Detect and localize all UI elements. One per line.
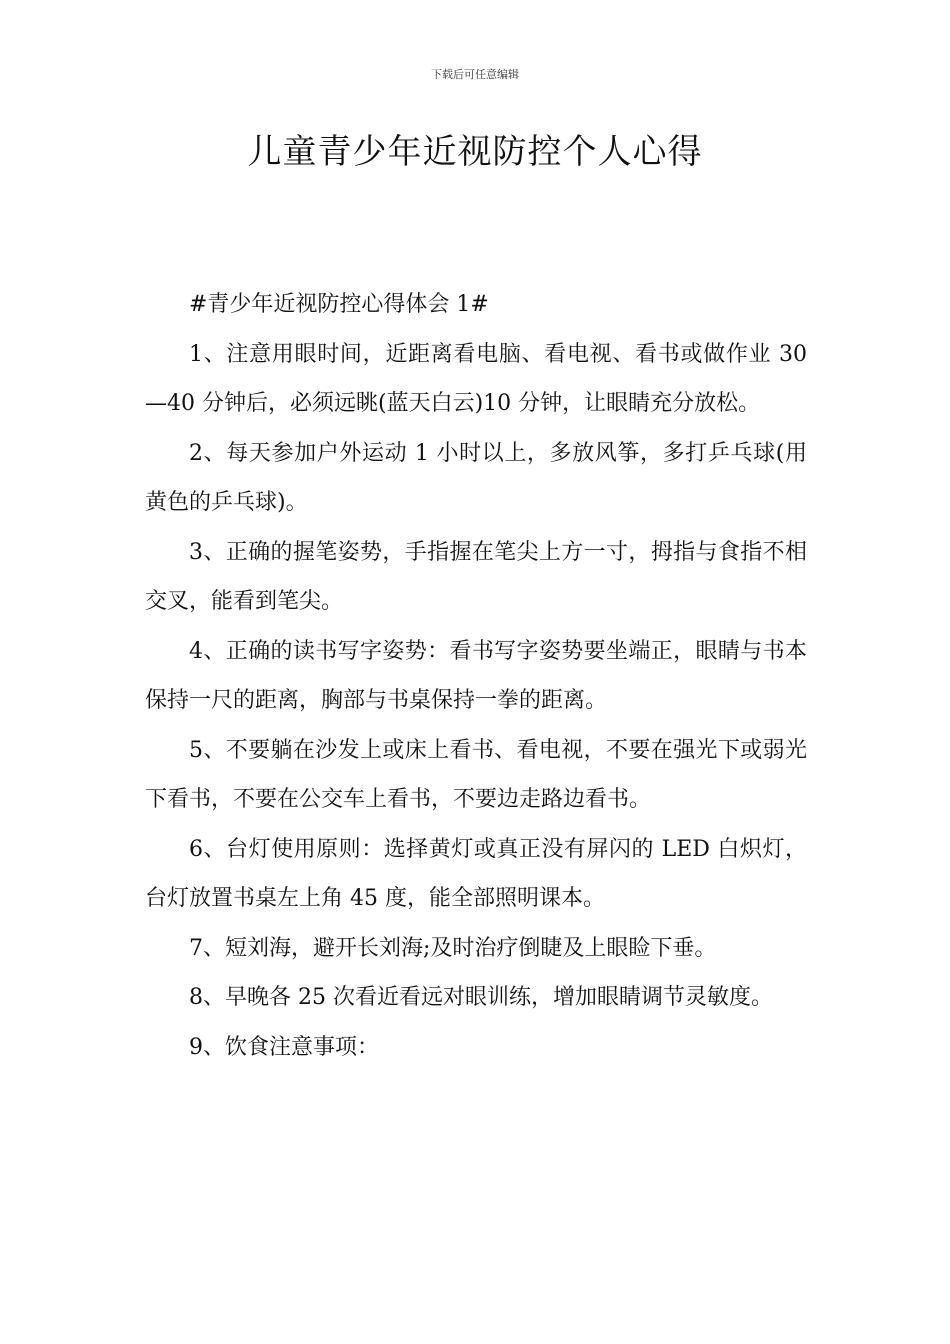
paragraph-7: 7、短刘海，避开长刘海;及时治疗倒睫及上眼睑下垂。 xyxy=(189,935,717,961)
paragraph-6: 6、台灯使用原则：选择黄灯或真正没有屏闪的 LED 白炽灯，台灯放置书桌左上角 45 度，能全部照明课本。 xyxy=(145,836,807,911)
header-note: 下载后可任意编辑 xyxy=(431,68,519,81)
paragraph-5: 5、不要躺在沙发上或床上看书、看电视，不要在强光下或弱光下看书，不要在公交车上看书，不要边走路边看书。 xyxy=(145,737,807,812)
document-body xyxy=(145,280,807,1072)
paragraph-8: 8、早晚各 25 次看近看远对眼训练，增加眼睛调节灵敏度。 xyxy=(189,985,773,1010)
section-heading: #青少年近视防控心得体会 1# xyxy=(189,292,489,317)
paragraph-9: 9、饮食注意事项： xyxy=(189,1034,379,1060)
paragraph-3: 3、正确的握笔姿势，手指握在笔尖上方一寸，拇指与食指不相交叉，能看到笔尖。 xyxy=(145,539,807,614)
paragraph-1: 1、注意用眼时间，近距离看电脑、看电视、看书或做作业 30—40 分钟后，必须远眺(蓝天白云)10 分钟，让眼睛充分放松。 xyxy=(145,341,807,416)
document-title: 儿童青少年近视防控个人心得 xyxy=(247,132,703,172)
paragraph-2: 2、每天参加户外运动 1 小时以上，多放风筝，多打乒乓球(用黄色的乒乓球)。 xyxy=(145,440,807,515)
paragraph-4: 4、正确的读书写字姿势：看书写字姿势要坐端正，眼睛与书本保持一尺的距离，胸部与书桌保持一拳的距离。 xyxy=(145,638,807,713)
